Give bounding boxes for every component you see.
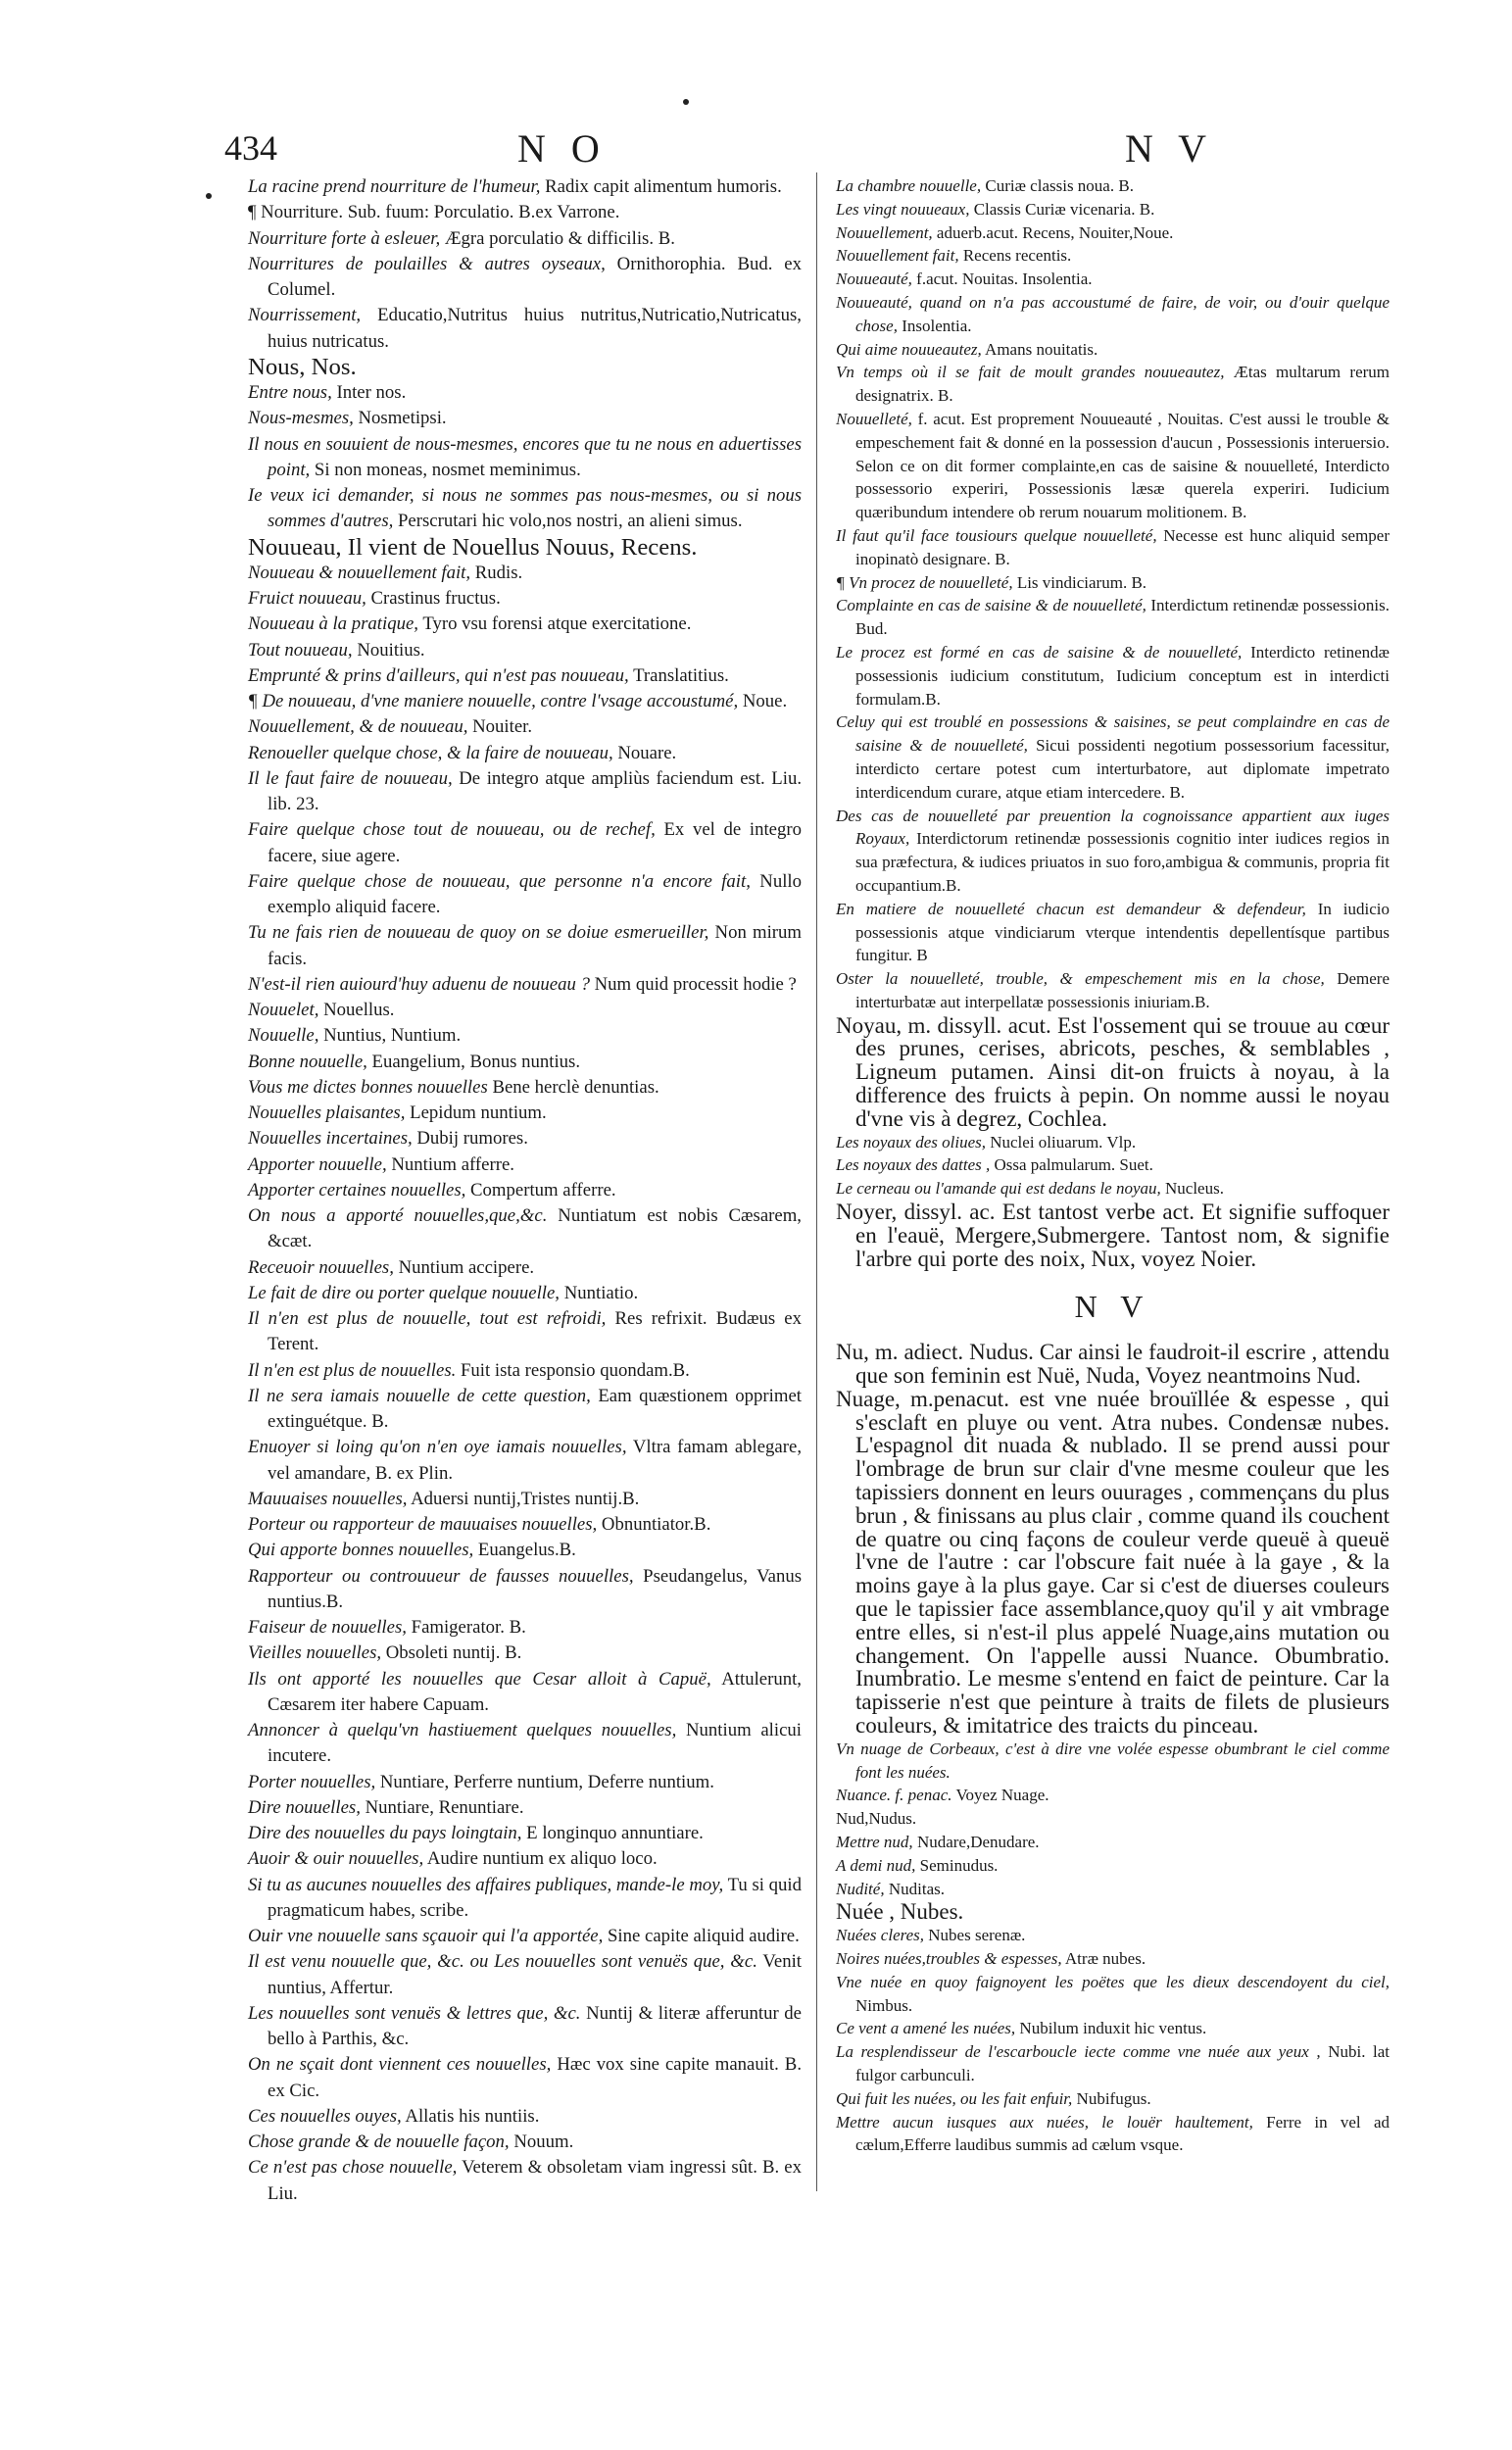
dictionary-entry — [248, 1152, 802, 1178]
entry-latin-text: Demere interturbatæ aut interpellatæ possessionis iniuriam.B. — [855, 969, 1390, 1011]
entry-latin-text: Famigerator. B. — [411, 1617, 526, 1638]
dictionary-entry — [248, 1564, 802, 1616]
entry-latin-text: Nuntiatum est nobis Cæsarem, &cæt. — [268, 1205, 802, 1252]
entry-latin-text: Eam quæstionem opprimet extinguétque. B. — [268, 1385, 802, 1432]
entry-latin-text: Nubifugus. — [1076, 2088, 1151, 2108]
dictionary-entry — [248, 1512, 802, 1538]
entry-latin-text: Nullo exemplo aliquid facere. — [268, 870, 802, 917]
entry-latin-text: Sicui possidenti negotium possessorium facessitur, interdicto certare potest cum interturbatore, aut diplomate impetrato interdicendum curare, atque etiam intercedere. B. — [855, 736, 1390, 802]
entry-latin-text: Euangelium, Bonus nuntius. — [371, 1051, 581, 1072]
entry-latin-text: Obnuntiator.B. — [601, 1514, 711, 1535]
entry-latin-text: Ex vel de integro facere, siue agere. — [268, 819, 803, 866]
entry-french-text: Le cerneau ou l'amande qui est dedans le noyau, — [836, 1179, 1161, 1199]
entry-latin-text: Veterem & obsoletam viam ingressi sût. B. ex Liu. — [268, 2157, 802, 2204]
entry-french-text: Nouuelles incertaines, — [248, 1128, 413, 1150]
entry-latin-text: Vltra famam ablegare, vel amandare, B. ex Plin. — [268, 1437, 803, 1484]
entry-latin-text: Nubes serenæ. — [928, 1926, 1026, 1945]
dictionary-entry — [248, 174, 802, 200]
entry-latin-text: In iudicio possessionis atque vindiciarum vterque intendentis depellentísque partibus fungitur. B — [855, 899, 1390, 965]
dictionary-entry — [836, 1784, 1390, 1807]
dictionary-entry — [248, 535, 802, 561]
entry-latin-text: Nouiter. — [472, 716, 533, 738]
dictionary-entry — [836, 1014, 1390, 1131]
entry-latin-text: f.acut. Nouitas. Insolentia. — [916, 270, 1093, 289]
entry-latin-text: Amans nouitatis. — [985, 339, 1098, 359]
entry-french-text: Nouueau & nouuellement fait, — [248, 562, 471, 583]
dictionary-entry — [248, 2052, 802, 2104]
dictionary-entry — [248, 483, 802, 535]
dictionary-entry — [248, 1255, 802, 1281]
entry-latin-text: Insolentia. — [902, 316, 972, 335]
dictionary-entry — [248, 1281, 802, 1306]
entry-french-text: Qui apporte bonnes nouuelles, — [248, 1540, 474, 1561]
entry-french-text: Porteur ou rapporteur de mauuaises nouuelles, — [248, 1514, 598, 1535]
entry-french-text: Vous me dictes bonnes nouuelles — [248, 1076, 488, 1098]
entry-french-text: Faire quelque chose de nouueau, que personne n'a encore fait, — [248, 870, 751, 892]
entry-french-text: Nourrissement, — [248, 305, 362, 326]
dictionary-entry — [248, 1718, 802, 1770]
dictionary-entry — [248, 1384, 802, 1436]
entry-french-text: Nuées cleres, — [836, 1926, 925, 1945]
dictionary-entry — [248, 920, 802, 972]
entry-french-text: Des cas de nouuelleté par preuention la cognoissance appartient aux iuges Royaux, — [836, 806, 1390, 849]
ink-speck — [683, 99, 689, 105]
entry-latin-text: Interdictorum retinendæ possessionis cognitio inter iudices regios in sua præfectura, & iudices priuatos in suo foro,ambigua & communis, propria fit occupantium.B. — [855, 829, 1390, 895]
dictionary-entry — [248, 1924, 802, 1949]
dictionary-entry — [836, 1341, 1390, 1388]
entry-latin-text: Ætas multarum rerum designatrix. B. — [855, 363, 1390, 406]
entry-french-text: Tu ne fais rien de nouueau de quoy on se doiue esmerueiller, — [248, 922, 709, 944]
entry-latin-text: Res refrixit. Budæus ex Terent. — [268, 1308, 802, 1355]
dictionary-entry — [248, 1873, 802, 1925]
entry-french-text: Dire des nouuelles du pays loingtain, — [248, 1823, 522, 1843]
dictionary-entry — [248, 200, 802, 225]
dictionary-entry — [248, 1101, 802, 1126]
entry-latin-text: Nuntiatio. — [563, 1282, 639, 1303]
dictionary-entry — [248, 1178, 802, 1203]
dictionary-entry — [248, 817, 802, 869]
dictionary-entry — [248, 998, 802, 1023]
entry-latin-text: Bene herclè denuntias. — [492, 1076, 659, 1098]
entry-french-text: Vne nuée en quoy faignoyent les poëtes que les dieux descendoyent du ciel, — [836, 1972, 1390, 1991]
dictionary-entry — [836, 244, 1390, 268]
dictionary-entry — [836, 1924, 1390, 1947]
entry-latin-text: Nuntius, Nuntium. — [323, 1025, 462, 1047]
dictionary-entry — [248, 226, 802, 252]
entry-french-text: Il n'en est plus de nouuelle, tout est refroidi, — [248, 1308, 607, 1329]
dictionary-entry — [248, 406, 802, 431]
dictionary-entry — [836, 198, 1390, 221]
dictionary-entry — [248, 1358, 802, 1384]
entry-latin-text: Dubij rumores. — [416, 1128, 528, 1150]
entry-latin-text: Recens recentis. — [962, 246, 1072, 266]
entry-latin-text: Nubilum induxit hic ventus. — [1019, 2019, 1207, 2038]
entry-latin-text: Sine capite aliquid audire. — [608, 1926, 800, 1946]
entry-latin-text: Nuditas. — [888, 1879, 945, 1898]
dictionary-entry — [248, 303, 802, 355]
dictionary-entry — [836, 898, 1390, 967]
entry-latin-text: ¶ Nourriture. Sub. fuum: Porculatio. B.ex Varrone. — [248, 202, 620, 223]
entry-french-text: Faiseur de nouuelles, — [248, 1617, 407, 1638]
dictionary-entry — [248, 586, 802, 612]
entry-french-text: Qui aime nouueautez, — [836, 339, 982, 359]
entry-latin-text: Fuit ista responsio quondam.B. — [461, 1359, 690, 1381]
entry-latin-text: Nuntium alicui incutere. — [268, 1720, 802, 1767]
entry-french-text: Nouuellement fait, — [836, 246, 959, 266]
entry-french-text: Annoncer à quelqu'vn hastiuement quelques nouuelles, — [248, 1720, 677, 1740]
entry-latin-text: Si non moneas, nosmet meminimus. — [314, 459, 581, 480]
dictionary-entry — [836, 1131, 1390, 1154]
entry-latin-text: Noue. — [742, 691, 788, 711]
dictionary-entry — [248, 1641, 802, 1666]
entry-latin-text: Non mirum facis. — [268, 922, 803, 969]
entry-french-text: Il nous en souuient de nous-mesmes, encores que tu ne nous en aduertisses point, — [248, 433, 802, 480]
entry-latin-text: Nosmetipsi. — [358, 408, 447, 429]
entry-french-text: ¶ De nouueau, d'vne maniere nouuelle, contre l'vsage accoustumé, — [248, 691, 739, 711]
dictionary-entry — [248, 1795, 802, 1821]
entry-latin-text: Lis vindiciarum. B. — [1016, 572, 1147, 592]
entry-latin-text: Aduersi nuntij,Tristes nuntij.B. — [411, 1488, 640, 1509]
dictionary-entry — [248, 1023, 802, 1049]
entry-french-text: Dire nouuelles, — [248, 1796, 361, 1818]
entry-french-text: Noires nuées,troubles & espesses, — [836, 1948, 1062, 1968]
dictionary-entry — [836, 524, 1390, 571]
dictionary-entry — [836, 641, 1390, 710]
entry-french-text: Nouueauté, quand on n'a pas accoustumé de faire, de voir, ou d'ouir quelque chose, — [836, 292, 1390, 335]
dictionary-entry — [248, 1615, 802, 1641]
entry-latin-text: Educatio,Nutritus huius nutritus,Nutricatio,Nutricatus, huius nutricatus. — [268, 305, 802, 352]
entry-latin-text: Nouare. — [617, 742, 677, 763]
dictionary-entry — [836, 291, 1390, 338]
dictionary-entry — [836, 338, 1390, 362]
dictionary-entry — [248, 2104, 802, 2130]
entry-french-text: Nouuelle, — [248, 1025, 319, 1047]
dictionary-entry — [248, 1487, 802, 1512]
entry-french-text: Vn temps où il se fait de moult grandes nouueautez, — [836, 363, 1225, 382]
entry-french-text: Tout nouueau, — [248, 639, 353, 661]
entry-latin-text: Nud,Nudus. — [836, 1809, 917, 1829]
entry-french-text: Qui fuit les nuées, ou les fait enfuir, — [836, 2088, 1073, 2108]
dictionary-entry — [836, 1947, 1390, 1971]
entry-latin-text: Nuclei oliuarum. Vlp. — [990, 1132, 1137, 1152]
entry-french-text: Celuy qui est troublé en possessions & saisines, se peut complaindre en cas de saisine & de nouuelleté, — [836, 712, 1390, 756]
entry-french-text: Il le faut faire de nouueau, — [248, 767, 453, 789]
entry-french-text: Renoueller quelque chose, & la faire de nouueau, — [248, 742, 613, 763]
dictionary-entry — [248, 1949, 802, 2001]
running-head-left: N O — [517, 126, 608, 171]
entry-french-text: Oster la nouuelleté, trouble, & empeschement mis en la chose, — [836, 969, 1325, 989]
dictionary-entry — [836, 1878, 1390, 1901]
entry-latin-text: Curiæ classis noua. B. — [985, 176, 1134, 195]
entry-french-text: Ie veux ici demander, si nous ne sommes pas nous-mesmes, ou si nous sommes d'autres, — [248, 485, 802, 532]
entry-french-text: Les nouuelles sont venuës & lettres que, &c. — [248, 2002, 581, 2024]
entry-french-text: Nuance. f. penac. — [836, 1786, 952, 1805]
entry-french-text: Nouueau à la pratique, — [248, 613, 418, 635]
dictionary-entry — [836, 174, 1390, 198]
dictionary-entry — [248, 1846, 802, 1872]
entry-latin-text: Nucleus. — [1165, 1179, 1224, 1199]
dictionary-entry — [836, 2111, 1390, 2158]
dictionary-entry — [248, 2001, 802, 2053]
entry-latin-text: Compertum afferre. — [470, 1179, 616, 1200]
entry-latin-text: Audire nuntium ex aliquo loco. — [426, 1848, 658, 1870]
dictionary-entry — [248, 766, 802, 818]
entry-french-text: Ouir vne nouuelle sans sçauoir qui l'a apportée, — [248, 1926, 604, 1946]
dictionary-entry — [248, 1821, 802, 1846]
entry-french-text: Nouuellement, — [836, 222, 933, 242]
entry-french-text: Vieilles nouuelles, — [248, 1642, 382, 1664]
dictionary-entry — [836, 1200, 1390, 1270]
dictionary-entry — [836, 1388, 1390, 1738]
right-column-lower — [836, 1341, 1390, 2157]
entry-latin-text: f. acut. Est proprement Nouueauté , Nouitas. C'est aussi le trouble & empeschement fait & donné en la possession d'aucun , Possessionis interuersio. Selon ce on dit former complainte,en cas de saisine & nouuelleté, Interdicto possessorio experiri, Possessionis læsæ querela experiri. Iudicium quæribundum intendere ob rerum nouarum molitionem. B. — [855, 409, 1390, 522]
entry-latin-text: Nouum. — [513, 2132, 574, 2152]
dictionary-entry — [836, 1831, 1390, 1854]
entry-latin-text: Crastinus fructus. — [370, 588, 501, 609]
entry-french-text: Porter nouuelles, — [248, 1771, 376, 1792]
dictionary-entry — [248, 1126, 802, 1152]
entry-french-text: Chose grande & de nouuelle façon, — [248, 2132, 510, 2152]
dictionary-entry — [248, 1538, 802, 1563]
dictionary-entry — [836, 805, 1390, 898]
entry-french-text: Nouuellement, & de nouueau, — [248, 716, 468, 738]
entry-latin-text: Interdictum retinendæ possessionis. Bud. — [855, 596, 1390, 639]
dictionary-entry — [248, 1075, 802, 1101]
dictionary-entry — [836, 1854, 1390, 1878]
entry-latin-text: Pseudangelus, Vanus nuntius.B. — [268, 1565, 802, 1612]
dictionary-entry — [248, 1050, 802, 1075]
dictionary-entry — [836, 571, 1390, 595]
entry-french-text: Nourriture forte à esleuer, — [248, 227, 441, 249]
entry-french-text: Apporter certaines nouuelles, — [248, 1179, 466, 1200]
entry-french-text: Entre nous, — [248, 382, 332, 403]
entry-french-text: La resplendisseur de l'escarboucle iecte comme vne nuée aux yeux , — [836, 2042, 1321, 2062]
entry-french-text: Emprunté & prins d'ailleurs, qui n'est pas nouueau, — [248, 664, 629, 686]
entry-latin-text: Nuntiare, Renuntiare. — [365, 1796, 524, 1818]
dictionary-entry — [248, 638, 802, 663]
dictionary-entry — [836, 710, 1390, 804]
dictionary-entry — [248, 1667, 802, 1719]
entry-latin-text: Ornithorophia. Bud. ex Columel. — [268, 253, 802, 300]
entry-french-text: Les noyaux des oliues, — [836, 1132, 986, 1152]
entry-latin-text: Nouitius. — [357, 639, 425, 661]
entry-french-text: ¶ Vn procez de nouuelleté, — [836, 572, 1013, 592]
entry-latin-text: De integro atque ampliùs faciendum est. Liu. lib. 23. — [268, 767, 803, 814]
entry-latin-text: Nuntij & literæ afferuntur de bello à Parthis, &c. — [268, 2002, 802, 2049]
entry-latin-text: Ossa palmularum. Suet. — [994, 1155, 1153, 1175]
entry-french-text: Il faut qu'il face tousiours quelque nouuelleté, — [836, 525, 1157, 545]
entry-latin-text: Perscrutari hic volo,nos nostri, an alieni simus. — [398, 511, 743, 532]
entry-latin-text: Nudare,Denudare. — [916, 1832, 1040, 1851]
entry-latin-text: Noyau, m. dissyll. acut. Est l'ossement qui se trouue au cœur des prunes, cerises, abricots, pesches, & semblables , Ligneum putamen. Ainsi dit-on fruicts à noyau, à la difference des fruicts à pepin. On nomme aussi le noyau d'vne vis à degrez, Cochlea. — [836, 1012, 1390, 1131]
entry-french-text: Rapporteur ou controuueur de fausses nouuelles, — [248, 1565, 634, 1587]
entry-french-text: Il est venu nouuelle que, &c. ou Les nouuelles sont venuës que, &c. — [248, 1951, 757, 1973]
entry-french-text: On ne sçait dont viennent ces nouuelles, — [248, 2054, 552, 2076]
entry-latin-text: Noyer, dissyl. ac. Est tantost verbe act. Et signifie suffoquer en l'eauë, Mergere,Submergere. Tantost nom, & signifie l'arbre qui porte des noix, Nux, voyez Noier. — [836, 1200, 1390, 1271]
dictionary-entry — [248, 380, 802, 406]
entry-french-text: Receuoir nouuelles, — [248, 1256, 394, 1278]
entry-latin-text: Hæc vox sine capite manauit. B. ex Cic. — [268, 2054, 803, 2101]
entry-french-text: Ce n'est pas chose nouuelle, — [248, 2157, 458, 2179]
entry-french-text: La racine prend nourriture de l'humeur, — [248, 176, 541, 197]
entry-french-text: Fruict nouueau, — [248, 588, 366, 609]
dictionary-entry — [836, 1900, 1390, 1924]
entry-latin-text: Necesse est hunc aliquid semper inopinatò designare. B. — [855, 525, 1390, 568]
dictionary-entry — [836, 1153, 1390, 1177]
entry-french-text: Complainte en cas de saisine & de nouuelleté, — [836, 596, 1146, 615]
entry-latin-text: Nouellus. — [323, 1000, 395, 1020]
entry-latin-text: E longinquo annuntiare. — [526, 1823, 704, 1843]
entry-latin-text: aduerb.acut. Recens, Nouiter,Noue. — [936, 222, 1174, 242]
dictionary-entry — [248, 869, 802, 921]
entry-latin-text: Interdicto retinendæ possessionis iudicium constitutum, Iudicium conceptum est in interdicti formulam.B. — [855, 642, 1390, 709]
entry-french-text: Il ne sera iamais nouuelle de cette question, — [248, 1385, 591, 1406]
entry-latin-text: Ferre in vel ad cælum,Efferre laudibus summis ad cælum vsque. — [855, 2112, 1390, 2155]
dictionary-entry — [836, 2017, 1390, 2040]
dictionary-entry — [248, 2155, 802, 2207]
entry-french-text: Auoir & ouir nouuelles, — [248, 1848, 424, 1870]
entry-french-text: Les noyaux des dattes , — [836, 1155, 991, 1175]
entry-french-text: Nourritures de poulailles & autres oyseaux, — [248, 253, 606, 274]
entry-latin-text: Seminudus. — [919, 1855, 999, 1875]
dictionary-entry — [248, 1203, 802, 1255]
entry-french-text: Mauuaises nouuelles, — [248, 1488, 408, 1509]
dictionary-entry — [836, 361, 1390, 408]
dictionary-entry — [248, 689, 802, 714]
entry-french-text: Le procez est formé en cas de saisine & de nouuelleté, — [836, 642, 1243, 662]
entry-latin-text: Nuée , Nubes. — [836, 1899, 964, 1925]
dictionary-entry — [248, 663, 802, 689]
entry-latin-text: Nouueau, Il vient de Nouellus Nouus, Recens. — [248, 533, 698, 561]
dictionary-entry — [248, 612, 802, 637]
ink-speck — [206, 193, 212, 199]
running-head-right: N V — [1125, 126, 1215, 171]
entry-latin-text: Tu si quid pragmaticum habes, scribe. — [268, 1874, 802, 1921]
entry-latin-text: Obsoleti nuntij. B. — [385, 1642, 522, 1664]
entry-latin-text: Nubi. lat fulgor carbunculi. — [855, 2042, 1390, 2084]
entry-french-text: La chambre nouuelle, — [836, 176, 982, 195]
entry-latin-text: Ægra porculatio & difficilis. B. — [444, 227, 675, 249]
entry-latin-text: Inter nos. — [336, 382, 407, 403]
entry-french-text: Nous-mesmes, — [248, 408, 354, 429]
dictionary-entry — [248, 1770, 802, 1795]
entry-french-text: A demi nud, — [836, 1855, 916, 1875]
section-heading: N V — [1074, 1289, 1151, 1325]
entry-latin-text: Nuage, m.penacut. est vne nuée brouïllée & espesse , qui s'esclaft en pluye ou vent. Atra nubes. Condensæ nubes. L'espagnol dit nuada & nublado. Il se prend aussi pour l'ombrage de brun sur clair d'vne mesme couleur que les tapissiers donnent en leurs ouurages , commençans du plus brun , & finissans au plus clair , comme quand ils couchent de quatre ou cinq façons de couleur verde queuë à queuë l'vne de l'autre : car l'obscure fait nuée à la gaye , & la moins gaye à la plus gaye. Car si c'est de diuerses couleurs que le tapissier face assemblance,quoy qu'il y ait vmbrage entre elles, si n'est-il plus appelé Nuage,ains mutation ou changement. On l'appelle aussi Nuance. Obumbratio. Inumbratio. Le mesme s'entend en faict de peinture. Car la tapisserie n'est que peinture à traits de filets de plusieurs couleurs, & imitatrice des traicts du pinceau. — [836, 1386, 1390, 1738]
dictionary-entry — [836, 2040, 1390, 2087]
entry-latin-text: Tyro vsu forensi atque exercitatione. — [422, 613, 692, 635]
entry-french-text: En matiere de nouuelleté chacun est demandeur & defendeur, — [836, 899, 1306, 918]
entry-french-text: Ils ont apporté les nouuelles que Cesar alloit à Capuë, — [248, 1668, 711, 1690]
right-column-upper — [836, 174, 1390, 1270]
dictionary-entry — [248, 972, 802, 998]
entry-latin-text: Attulerunt, Cæsarem iter habere Capuam. — [268, 1668, 802, 1715]
entry-french-text: Ces nouuelles ouyes, — [248, 2105, 402, 2127]
dictionary-entry — [248, 2130, 802, 2155]
entry-french-text: Il n'en est plus de nouuelles. — [248, 1359, 457, 1381]
dictionary-entry — [248, 355, 802, 380]
column-divider — [816, 172, 817, 2191]
entry-french-text: Ce vent a amené les nuées, — [836, 2019, 1016, 2038]
page-number: 434 — [224, 128, 277, 168]
entry-french-text: Vn nuage de Corbeaux, c'est à dire vne volée espesse obumbrant le ciel comme font les nuées. — [836, 1739, 1390, 1782]
entry-french-text: Apporter nouuelle, — [248, 1153, 387, 1175]
dictionary-entry — [248, 432, 802, 484]
dictionary-entry — [836, 1738, 1390, 1785]
entry-french-text: On nous a apporté nouuelles,que,&c. — [248, 1205, 548, 1226]
dictionary-entry — [248, 714, 802, 740]
entry-latin-text: Nu, m. adiect. Nudus. Car ainsi le faudroit-il escrire , attendu que son feminin est Nuë, Nuda, Voyez neantmoins Nud. — [836, 1340, 1390, 1389]
entry-french-text: Nouuelet, — [248, 1000, 319, 1020]
entry-latin-text: Euangelus.B. — [477, 1540, 576, 1561]
entry-latin-text: Lepidum nuntium. — [410, 1102, 547, 1123]
entry-french-text: Nouuelleté, — [836, 409, 912, 428]
entry-french-text: N'est-il rien auiourd'huy aduenu de nouueau ? — [248, 973, 590, 995]
entry-latin-text: Nuntium accipere. — [398, 1256, 535, 1278]
entry-latin-text: Classis Curiæ vicenaria. B. — [973, 199, 1155, 219]
dictionary-entry — [248, 561, 802, 586]
dictionary-entry — [836, 1177, 1390, 1200]
entry-latin-text: Num quid processit hodie ? — [594, 973, 797, 995]
entry-latin-text: Nimbus. — [855, 1995, 913, 2015]
entry-french-text: Le fait de dire ou porter quelque nouuelle, — [248, 1282, 560, 1303]
entry-latin-text: Translatitius. — [633, 664, 729, 686]
entry-latin-text: Venit nuntius, Affertur. — [268, 1951, 802, 1998]
entry-french-text: Enuoyer si loing qu'on n'en oye iamais nouuelles, — [248, 1437, 627, 1458]
dictionary-entry — [836, 967, 1390, 1014]
entry-french-text: Si tu as aucunes nouuelles des affaires publiques, mande-le moy, — [248, 1874, 724, 1895]
entry-french-text: Mettre nud, — [836, 1832, 913, 1851]
dictionary-entry — [248, 1435, 802, 1487]
entry-latin-text: Rudis. — [474, 562, 523, 583]
dictionary-entry — [836, 268, 1390, 291]
entry-french-text: Faire quelque chose tout de nouueau, ou de rechef, — [248, 819, 656, 841]
dictionary-entry — [248, 252, 802, 304]
dictionary-entry — [836, 2087, 1390, 2111]
entry-latin-text: Nous, Nos. — [248, 353, 357, 380]
entry-french-text: Les vingt nouueaux, — [836, 199, 970, 219]
dictionary-entry — [248, 1306, 802, 1358]
entry-latin-text: Allatis his nuntiis. — [405, 2105, 540, 2127]
dictionary-entry — [248, 741, 802, 766]
left-column — [248, 174, 802, 2207]
entry-latin-text: Voyez Nuage. — [955, 1786, 1049, 1805]
entry-latin-text: Radix capit alimentum humoris. — [545, 176, 782, 197]
entry-french-text: Nouuelles plaisantes, — [248, 1102, 406, 1123]
entry-french-text: Nouueauté, — [836, 270, 912, 289]
dictionary-entry — [836, 1971, 1390, 2018]
dictionary-entry — [836, 408, 1390, 524]
right-column — [836, 174, 1390, 2157]
entry-french-text: Bonne nouuelle, — [248, 1051, 367, 1072]
entry-french-text: Mettre aucun iusques aux nuées, le louër haultement, — [836, 2112, 1253, 2132]
entry-french-text: Nudité, — [836, 1879, 885, 1898]
entry-latin-text: Nuntium afferre. — [391, 1153, 514, 1175]
dictionary-entry — [836, 594, 1390, 641]
entry-latin-text: Nuntiare, Perferre nuntium, Deferre nuntium. — [379, 1771, 714, 1792]
entry-latin-text: Atræ nubes. — [1064, 1948, 1146, 1968]
dictionary-entry — [836, 221, 1390, 245]
dictionary-entry — [836, 1807, 1390, 1831]
